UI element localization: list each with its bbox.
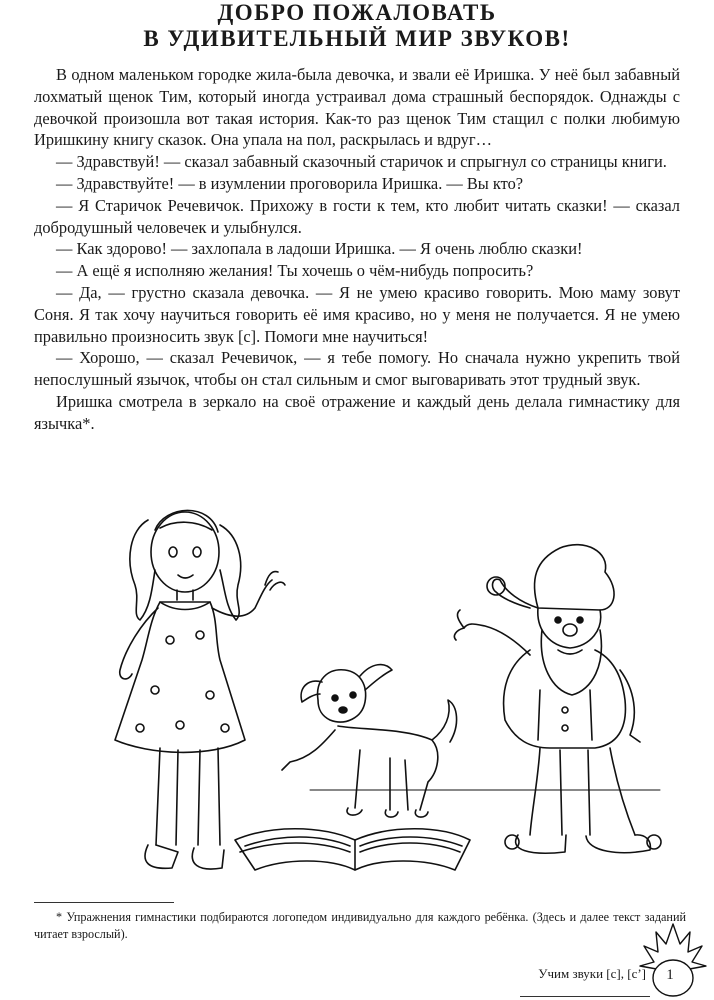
story-paragraph: — Я Старичок Речевичок. Прихожу в гости к тем, кто любит читать сказки! — сказал добродушный человечек и улыбнулся. xyxy=(34,195,680,237)
footnote: * Упражнения гимнастики подбираются логопедом индивидуально для каждого ребёнка. (Здесь и далее текст заданий читает взрослый). xyxy=(34,910,686,941)
open-book xyxy=(235,829,470,870)
gnome-figure xyxy=(454,545,661,854)
girl-figure xyxy=(115,510,285,869)
story-paragraph: — Хорошо, — сказал Речевичок, — я тебе помогу. Но сначала нужно укрепить твой непослушный язычок, чтобы он стал сильным и смог выговаривать этот трудный звук. xyxy=(34,348,680,390)
story-paragraph: Иришка смотрела в зеркало на своё отражение и каждый день делала гимнастику для язычка*. xyxy=(34,391,680,433)
story-paragraph: — Да, — грустно сказала девочка. — Я не умею красиво говорить. Мою маму зовут Соня. Я так хочу научиться говорить её имя красиво, но у меня не получается. Я не умею правильно произносить звук [с]. Помоги мне научиться! xyxy=(34,282,680,346)
story-text xyxy=(34,64,680,435)
story-paragraph: — Здравствуйте! — в изумлении проговорила Иришка. — Вы кто? xyxy=(56,173,524,193)
footnote-divider xyxy=(34,902,174,903)
story-paragraph: — Как здорово! — захлопала в ладоши Иришка. — Я очень люблю сказки! xyxy=(56,239,583,259)
page-title-line-2: В УДИВИТЕЛЬНЫЙ МИР ЗВУКОВ! xyxy=(143,26,571,51)
story-paragraph: — Здравствуй! — сказал забавный сказочный старичок и спрыгнул со страницы книги. xyxy=(56,152,667,172)
story-paragraph: — А ещё я исполняю желания! Ты хочешь о чём-нибудь попросить? xyxy=(56,261,534,281)
page-number: 1 xyxy=(666,967,674,983)
story-illustration xyxy=(60,490,680,900)
running-title: Учим звуки [с], [с’] xyxy=(538,966,646,981)
story-paragraph: В одном маленьком городке жила-была девочка, и звали её Иришка. У неё был забавный лохматый щенок Тим, который иногда устраивал дома страшный беспорядок. Однажды с девочкой произошла вот такая история. Как-то раз щенок Тим стащил с полки любимую Иришкину книгу сказок. Она упала на пол, раскрылась и вдруг… xyxy=(34,65,680,150)
page-title-line-1: ДОБРО ПОЖАЛОВАТЬ xyxy=(217,0,497,25)
running-title-underline xyxy=(520,996,650,997)
puppy-figure xyxy=(282,665,457,817)
